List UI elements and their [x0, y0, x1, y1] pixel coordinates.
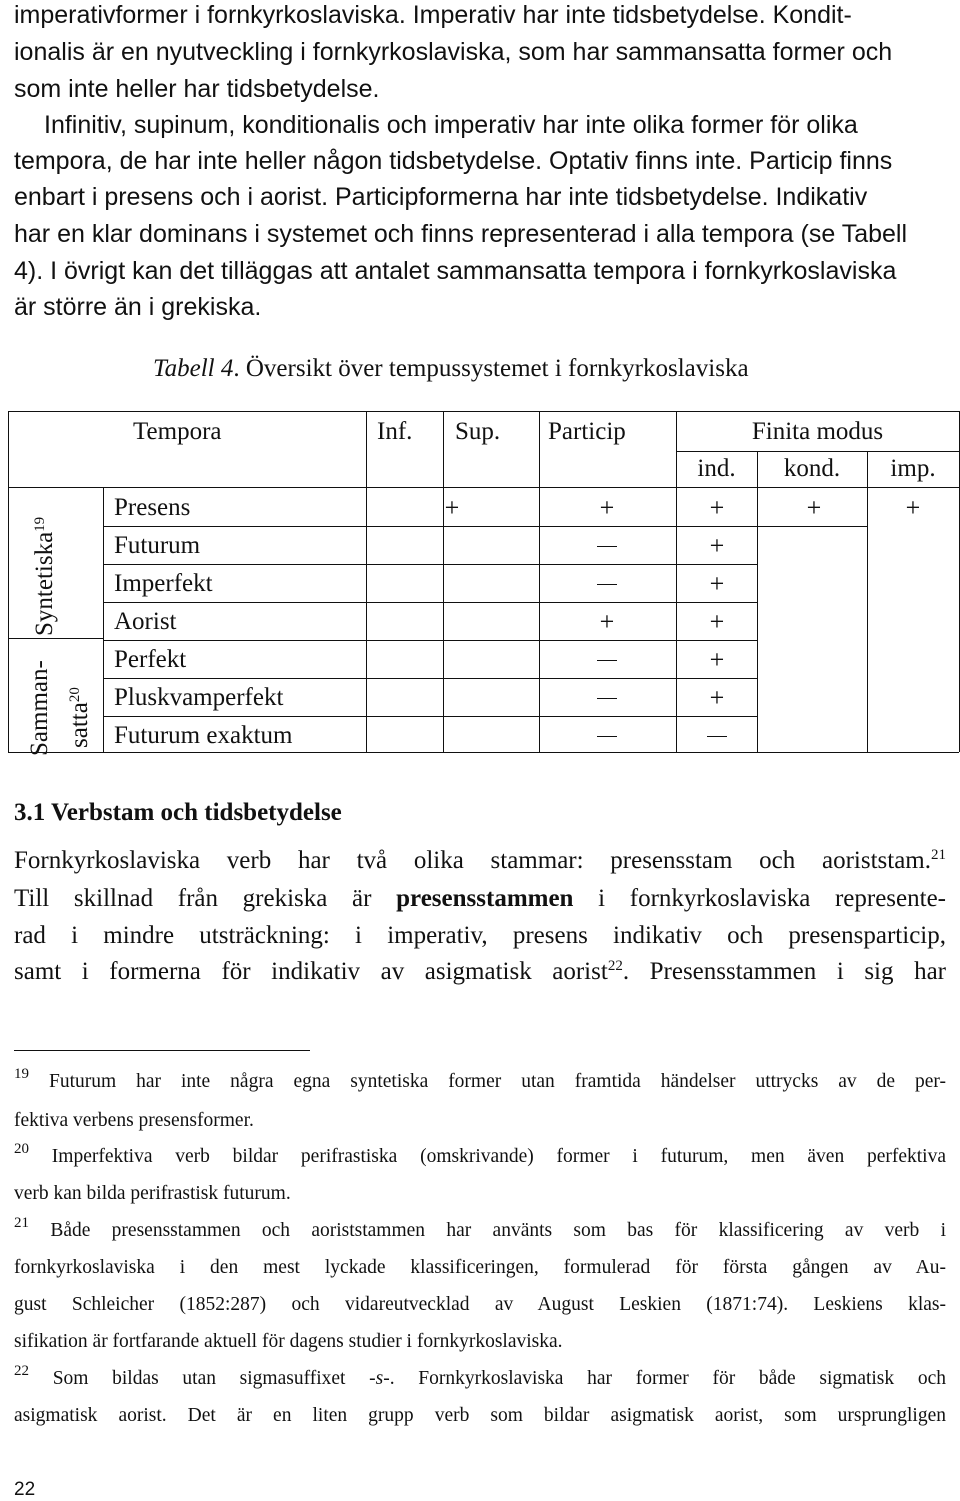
intro-line-2: ionalis är en nyutveckling i fornkyrkoslaviska, som har sammansatta former och: [14, 38, 893, 66]
body-line-4-text-b: . Presensstammen i sig har: [622, 958, 946, 985]
row-futurum: Futurum: [114, 532, 201, 559]
intro-line-9: är större än i grekiska.: [14, 293, 262, 321]
row-line-3a: [103, 602, 539, 603]
footnote-21-line-3: gust Schleicher (1852:287) och vidareutvecklad av August Leskien (1871:74). Leskiens klas-: [14, 1294, 946, 1315]
mark-presens-particip: +: [599, 493, 615, 522]
intro-line-3: som inte heller har tidsbetydelse.: [14, 75, 380, 103]
table-caption-label: Tabell 4: [153, 355, 234, 382]
footnote-20-line-1: [14, 1141, 947, 1169]
body-line-2: [14, 884, 946, 914]
row-line-3b: [539, 602, 757, 603]
mark-presens-ind: +: [709, 493, 725, 522]
header-kond: kond.: [783, 455, 841, 482]
footnote-21-text-a: Både presensstammen och aoriststammen har använts som bas för klassificering av verb i: [50, 1220, 947, 1241]
row-line-1b: [539, 526, 867, 527]
row-line-6b: [539, 716, 757, 717]
group-sammansatta-line2: [60, 687, 95, 748]
body-line-2-bold: presensstammen: [396, 885, 574, 912]
mark-pluskvamperfekt-particip: [597, 698, 617, 699]
mark-aorist-ind: +: [709, 607, 725, 636]
table-left-border: [8, 411, 9, 752]
footnote-21-line-4: sifikation är fortfarande aktuell för dagens studier i fornkyrkoslaviska.: [14, 1331, 563, 1352]
footnote-20-line-2: verb kan bilda perifrastisk futurum.: [14, 1183, 291, 1204]
inf-col-border: [366, 411, 367, 752]
row-line-1a: [103, 526, 539, 527]
intro-line-4: Infinitiv, supinum, konditionalis och imperativ har inte olika former för olika: [44, 111, 858, 139]
row-aorist: Aorist: [114, 608, 177, 635]
particip-col-border: [539, 411, 540, 752]
footnote-22-number: 22: [14, 1363, 29, 1379]
intro-line-5: tempora, de har inte heller någon tidsbetydelse. Optativ finns inte. Particip finns: [14, 147, 893, 175]
body-line-1-text: Fornkyrkoslaviska verb har två olika stammar: presensstam och aoriststam.: [14, 847, 931, 874]
row-line-2a: [103, 564, 539, 565]
header-sup: Sup.: [455, 418, 501, 445]
footnote-19-number: 19: [14, 1066, 29, 1082]
table-bottom-border: [8, 752, 959, 753]
body-line-4-text-a: samt i formerna för indikativ av asigmatisk aorist: [14, 958, 608, 985]
page-number: 22: [14, 1479, 36, 1500]
group-syntetiska: [25, 517, 60, 636]
mark-pluskvamperfekt-ind: +: [709, 683, 725, 712]
footnote-22-line-1: [14, 1363, 946, 1391]
mark-futurum-particip: [597, 546, 617, 547]
mark-imperfekt-particip: [597, 584, 617, 585]
footnote-22-line-2: asigmatisk aorist. Det är en liten grupp verb som bildar asigmatisk aorist, som ursprungligen: [14, 1405, 946, 1426]
mark-futurum-exaktum-ind: [707, 736, 727, 737]
mark-presens-inf: +: [444, 493, 460, 522]
group-sammansatta-label-1: Samman-: [26, 660, 53, 756]
mark-perfekt-particip: [597, 660, 617, 661]
sup-col-border: [443, 411, 444, 752]
footnote-21-number: 21: [14, 1215, 29, 1231]
body-line-4: [14, 957, 946, 987]
mark-futurum-ind: +: [709, 531, 725, 560]
header-tempora: Tempora: [133, 418, 222, 445]
row-pluskvamperfekt: Pluskvamperfekt: [114, 684, 284, 711]
row-presens: Presens: [114, 494, 191, 521]
footnote-ref-22: 22: [607, 958, 623, 974]
footnote-19-text-a: Futurum har inte några egna syntetiska former utan framtida händelser uttrycks av de per-: [48, 1071, 946, 1092]
footnote-ref-19: 19: [32, 516, 48, 532]
row-line-5a: [103, 678, 539, 679]
footnote-21-line-2: fornkyrkoslaviska i den mest lyckade klassificeringen, formulerad för första gången av Au-: [14, 1257, 946, 1278]
row-line-5b: [539, 678, 757, 679]
group-col-border: [103, 487, 104, 752]
footnote-ref-20: 20: [67, 687, 83, 703]
row-line-2b: [539, 564, 757, 565]
footnote-22-italic: -s-: [369, 1368, 390, 1389]
body-line-2-text-b: i fornkyrkoslaviska represente-: [573, 885, 947, 912]
row-line-4b: [539, 640, 757, 641]
footnote-19-line-2: fektiva verbens presensformer.: [14, 1110, 254, 1131]
finita-sub-border: [676, 451, 959, 452]
table-caption-text: . Översikt över tempussystemet i fornkyrkoslaviska: [233, 355, 749, 382]
mark-presens-kond: +: [806, 493, 822, 522]
kond-col-border: [757, 451, 758, 752]
footnote-separator: [14, 1050, 310, 1051]
footnote-20-text-a: Imperfektiva verb bildar perifrastiska (omskrivande) former i futurum, men även perfektiva: [51, 1146, 947, 1167]
header-imp: imp.: [890, 455, 936, 482]
mark-imperfekt-ind: +: [709, 569, 725, 598]
body-line-3: rad i mindre utsträckning: i imperativ, presens indikativ och presensparticip,: [14, 922, 946, 949]
header-bottom-border: [8, 487, 959, 488]
header-inf: Inf.: [377, 418, 413, 445]
group-sammansatta-line1: [25, 660, 55, 756]
group-syntetiska-label: Syntetiska: [31, 531, 58, 636]
intro-line-7: har en klar dominans i systemet och finns representerad i alla tempora (se Tabell: [14, 220, 908, 248]
group-divider: [8, 638, 103, 639]
mark-futurum-exaktum-particip: [597, 736, 617, 737]
footnote-ref-21: 21: [931, 847, 946, 863]
footnote-20-number: 20: [14, 1141, 29, 1157]
section-heading: 3.1 Verbstam och tidsbetydelse: [14, 799, 342, 826]
table-top-border: [8, 411, 959, 412]
row-line-4a: [103, 640, 539, 641]
group-sammansatta-label-2: satta: [66, 702, 93, 748]
intro-line-6: enbart i presens och i aorist. Participformerna har inte tidsbetydelse. Indikativ: [14, 183, 868, 211]
row-line-6a: [103, 716, 539, 717]
header-particip: Particip: [548, 418, 626, 445]
header-ind: ind.: [697, 455, 736, 482]
mark-perfekt-ind: +: [709, 645, 725, 674]
intro-line-1: imperativformer i fornkyrkoslaviska. Imperativ har inte tidsbetydelse. Kondit-: [14, 1, 852, 29]
footnote-19-line-1: [14, 1066, 946, 1094]
row-imperfekt: Imperfekt: [114, 570, 213, 597]
footnote-21-line-1: [14, 1215, 947, 1243]
intro-line-8: 4). I övrigt kan det tilläggas att antalet sammansatta tempora i fornkyrkoslaviska: [14, 257, 897, 285]
footnote-22-text-b: . Fornkyrkoslaviska har former för både sigmatisk och: [389, 1368, 946, 1389]
mark-aorist-particip: +: [599, 607, 615, 636]
mark-presens-imp: +: [905, 493, 921, 522]
imp-col-border: [867, 451, 868, 752]
body-line-1: [14, 846, 946, 876]
row-futurum-exaktum: Futurum exaktum: [114, 722, 293, 749]
header-finita-modus: Finita modus: [751, 418, 884, 445]
row-perfekt: Perfekt: [114, 646, 187, 673]
body-line-2-text-a: Till skillnad från grekiska är: [14, 885, 397, 912]
table-caption: [153, 354, 749, 384]
footnote-22-text-a: Som bildas utan sigmasuffixet: [52, 1368, 370, 1389]
